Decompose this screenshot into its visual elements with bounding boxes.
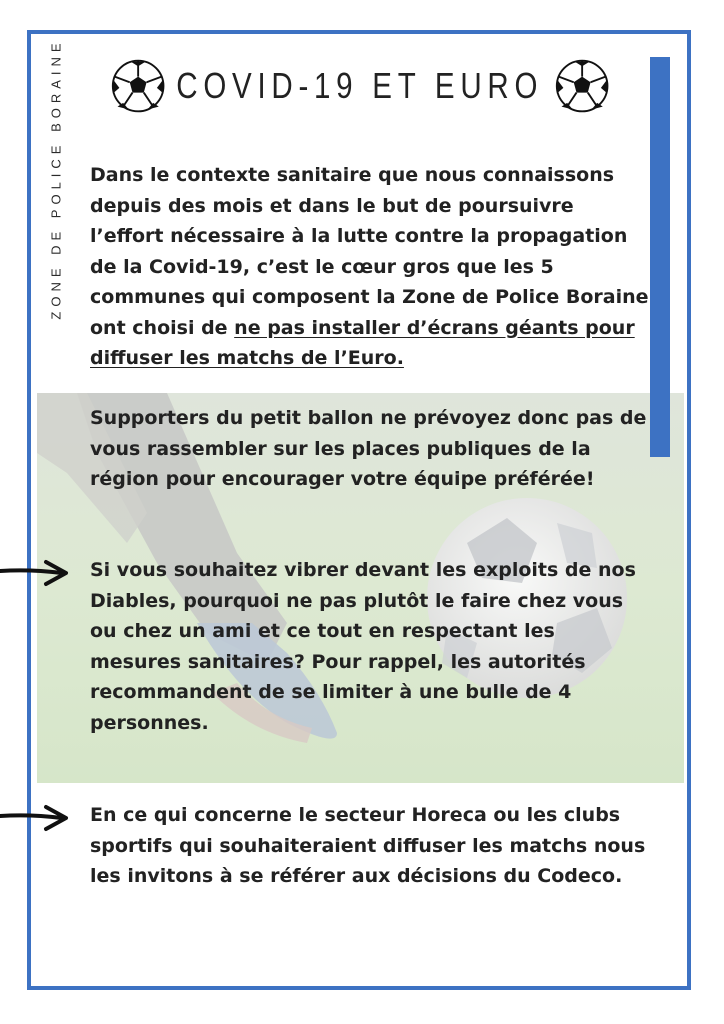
soccer-ball-icon bbox=[554, 56, 610, 116]
paragraph-intro-text: Dans le contexte sanitaire que nous connaissons depuis des mois et dans le but de poursuivre l’effort nécessaire à la lutte contre la propagation de la Covid-19, c’est le cœur gros que les 5 communes qui composent la Zone de Police Boraine ont choisi de bbox=[90, 164, 649, 339]
paragraph-horeca: En ce qui concerne le secteur Horeca ou les clubs sportifs qui souhaiteraient diffuser les matchs nous les invitons à se référer aux décisions du Codeco. bbox=[90, 804, 646, 887]
soccer-ball-icon bbox=[110, 56, 166, 116]
paragraph-diables: Si vous souhaitez vibrer devant les exploits de nos Diables, pourquoi ne pas plutôt le faire chez vous ou chez un ami et ce tout en respectant les mesures sanitaires? Pour rappel, les autorités recommandent de se limiter à une bulle de 4 personnes. bbox=[90, 559, 636, 734]
page-title: COVID-19 ET EURO bbox=[176, 65, 544, 106]
side-label-text: ZONE DE POLICE BORAINE bbox=[48, 38, 64, 320]
side-label bbox=[48, 38, 64, 320]
arrow-right-icon bbox=[0, 802, 72, 834]
accent-bar bbox=[650, 57, 670, 457]
paragraph-intro bbox=[90, 160, 650, 374]
paragraph-intro-underlined: ne pas installer d’écrans géants pour diffuser les matchs de l’Euro. bbox=[90, 316, 635, 369]
title-row bbox=[110, 54, 610, 118]
arrow-right-icon bbox=[0, 557, 72, 589]
paragraph-supporters: Supporters du petit ballon ne prévoyez donc pas de vous rassembler sur les places publiques de la région pour encourager votre équipe préférée! bbox=[90, 407, 647, 490]
